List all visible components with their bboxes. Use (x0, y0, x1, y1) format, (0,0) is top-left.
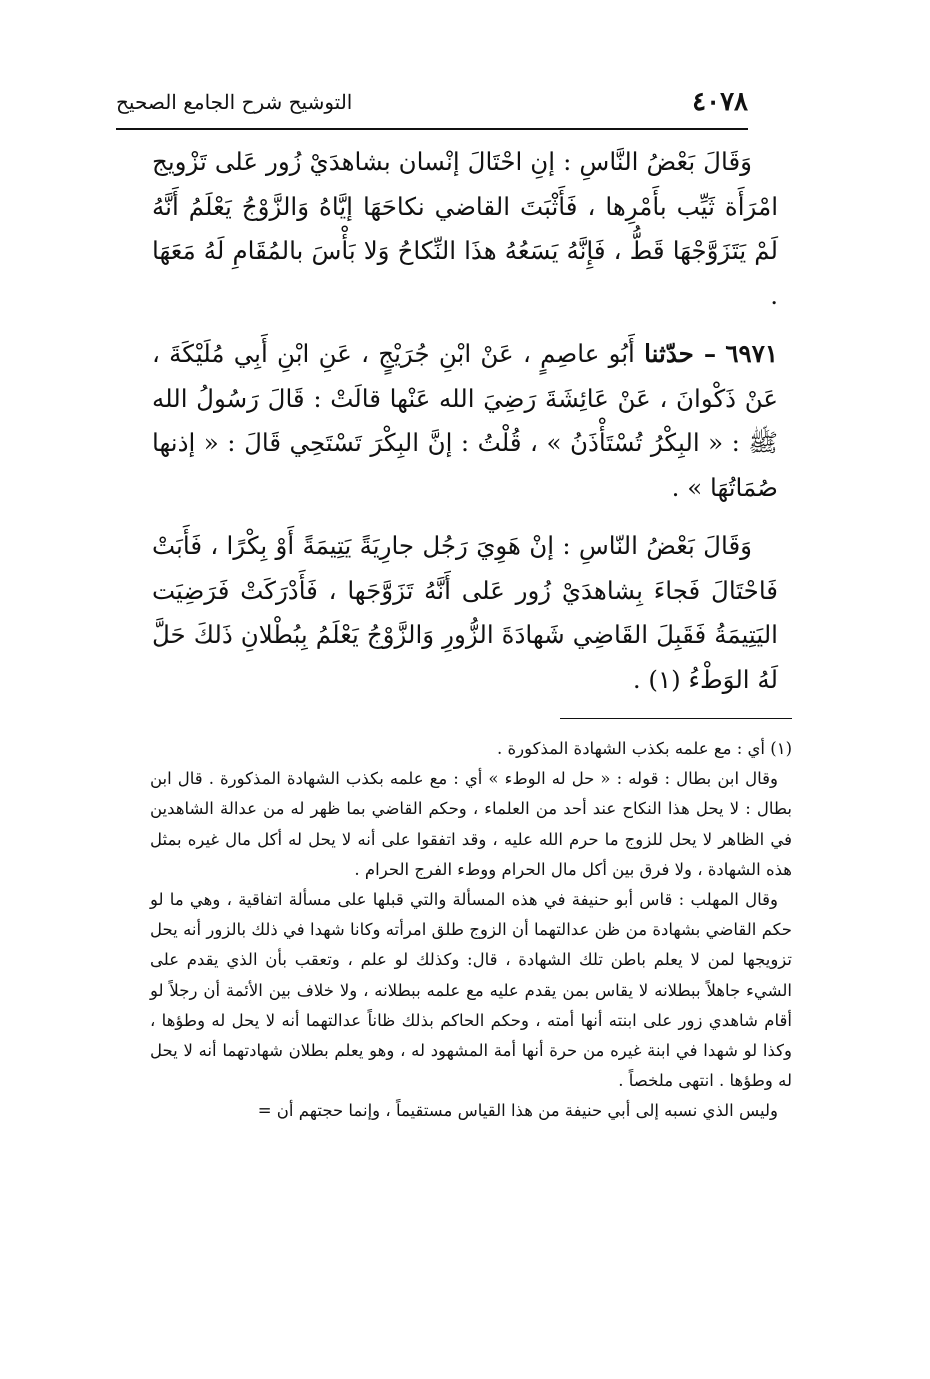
footnote-paragraph: وقال ابن بطال : قوله : « حل له الوطء » أي : مع علمه بكذب الشهادة المذكورة . قال ابن بطال : لا يحل هذا النكاح عند أحد من العلماء ، وحكم القاضي بما ظهر له من عدالة الشاهدين في الظاهر لا يحل للزوج ما حرم الله عليه ، وقد اتفقوا على أنه لا يحل له أكل مال غيره بمثل هذه الشهادة ، ولا فرق بين أكل مال الحرام ووطء الفرج الحرام . (150, 769, 792, 879)
paragraph-1: وَقَالَ بَعْضُ النَّاسِ : إنِ احْتَالَ إنْسان بشاهدَيْ زُور عَلى تَزْويج امْرَأَة ثَيِّب بأَمْرِها ، فَأَثْبَتَ القاضي نكاحَهَا إيَّاهُ وَالزَّوْجُ يَعْلَمُ أَنَّهُ لَمْ يَتَزَوَّجْهَا قَطُّ ، فَإِنَّهُ يَسَعُهُ هذَا النِّكاحُ وَلا بَأْسَ بالمُقَامِ لَهُ مَعَهَا . (152, 147, 778, 310)
footnote-paragraph: وليس الذي نسبه إلى أبي حنيفة من هذا القياس مستقيماً ، وإنما حجتهم أن = (257, 1101, 778, 1121)
running-title: التوشيح شرح الجامع الصحيح (116, 90, 353, 114)
hadith-paragraph (152, 332, 778, 510)
footnote-rule (560, 718, 792, 719)
header-rule (116, 128, 748, 130)
footnote-paragraph: وقال المهلب : قاس أبو حنيفة في هذه المسألة والتي قبلها على مسألة اتفاقية ، وهي ما لو حكم القاضي بشهادة من ظن عدالتهما أن الزوج طلق امرأته وكانا شهدا في ذلك بالزور أنه يحل تزويجها لمن لا يعلم باطن تلك الشهادة ، قال: وكذلك لو علم ، وتعقب بأن الذي يقدم على الشيء جاهلاً ببطلانه لا يقاس بمن يقدم عليه مع علمه ببطلانه ، ولا خلاف بين الأئمة أن رجلاً لو أقام شاهدي زور على ابنته أنها أمته ، وحكم الحاكم بذلك ظاناً عدالتهما أنه لا يحل له وطؤها ، وكذا لو شهدا في ابنة غيره من حرة أنها أمة المشهود له ، وهو يعلم بطلان شهادتهما أنه لا يحل له وطؤها . انتهى ملخصاً . (150, 890, 792, 1091)
paragraph-3: وَقَالَ بَعْضُ النّاسِ : إنْ هَوِيَ رَجُل جارِيَةً يَتِيمَةً أَوْ بِكْرًا ، فَأَبَتْ فَاحْتَالَ فَجاءَ بِشاهدَيْ زُور عَلى أَنَّهُ تَزَوَّجَها ، فَأَدْرَكَتْ فَرَضِيَت اليَتِيمَةُ فَقَبِلَ القَاضِي شَهادَةَ الزُّورِ وَالزَّوْجُ يَعْلَمُ بِبُطْلانِ ذَلكَ حَلَّ لَهُ الوَطْءُ (١) . (152, 531, 778, 694)
hadith-number: ٦٩٧١ (725, 339, 779, 368)
hadith-text: أَبُو عاصِمٍ ، عَنْ ابْنِ جُرَيْجٍ ، عَنِ ابْنِ أَبِي مُلَيْكَةَ ، عَنْ ذَكْوانَ ، عَنْ عَائِشَةَ رَضِيَ الله عَنْها قالَتْ : قَالَ رَسُولُ الله ﷺ : « البِكْرُ تُسْتَأْذَنُ » ، قُلْتُ : إنَّ البِكْرَ تَسْتَحِي قَالَ : « إذنها صُمَاتُهَا » . (152, 339, 778, 502)
page-header (116, 84, 748, 120)
hadith-lead: – حدّثنا (644, 339, 717, 368)
footnotes (150, 734, 792, 1127)
page-number: ٤٠٧٨ (692, 87, 748, 117)
main-text (152, 140, 778, 716)
footnote-1: (١) أي : مع علمه بكذب الشهادة المذكورة . (497, 739, 792, 758)
